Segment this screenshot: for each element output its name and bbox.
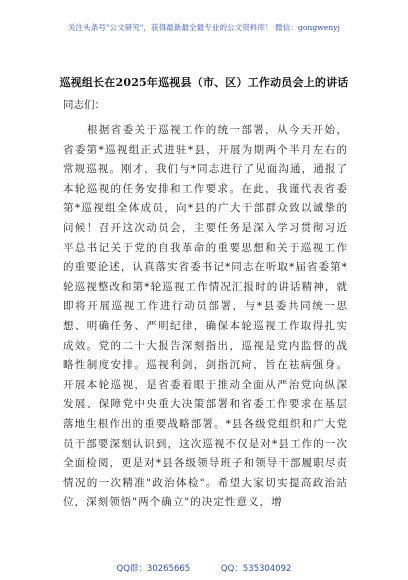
salutation: 同志们：: [63, 99, 105, 111]
qq-number: QQ：535304092: [220, 564, 292, 574]
footer-contact: [0, 562, 408, 574]
qq-group-number: QQ群：30265665: [116, 564, 191, 574]
promo-header: 关注头条号"公文研究"，获得最新最全最专业的公文资料库！ 微信：gongwenyj: [67, 23, 341, 32]
document-title: 巡视组长在2025年巡视县（市、区）工作动员会上的讲话: [59, 76, 349, 89]
body-paragraph: 根据省委关于巡视工作的统一部署，从今天开始，省委第*巡视组正式进驻*县，开展为期两个半月左右的常规巡视。刚才，我们与*同志进行了见面沟通，通报了本轮巡视的任务安排和工作要求。在此，我谨代表省委第*巡视组全体成员，向*县的广大干部群众致以诚挚的问候！召开这次动员会，主要任务是深入学习贯彻习近平总书记关于党的自我革命的重要思想和关于巡视工作的重要论述，认真落实省委书记*同志在听取*届省委第*轮巡视整改和第*轮巡视工作情况汇报时的讲话精神，就即将开展巡视工作进行动员部署，与*县委共同统一思想、明确任务、严明纪律，确保本轮巡视工作取得扎实成效。党的二十大报告深刻指出，巡视是党内监督的战略性制度安排。巡视利剑，剑指沉疴，旨在祛病强身。开展本轮巡视，是省委着眼于推动全面从严治党向纵深发展、保障党中央重大决策部署和省委工作要求在基层落地生根作出的重要战略部署。*县各级党组织和广大党员干部要深刻认识到，这次巡视不仅是对*县工作的一次全面检阅，更是对*县各级领导班子和领导干部履职尽责情况的一次精准"政治体检"。希望大家切实提高政治站位，深刻领悟"两个确立"的决定性意义，增: [63, 124, 348, 509]
